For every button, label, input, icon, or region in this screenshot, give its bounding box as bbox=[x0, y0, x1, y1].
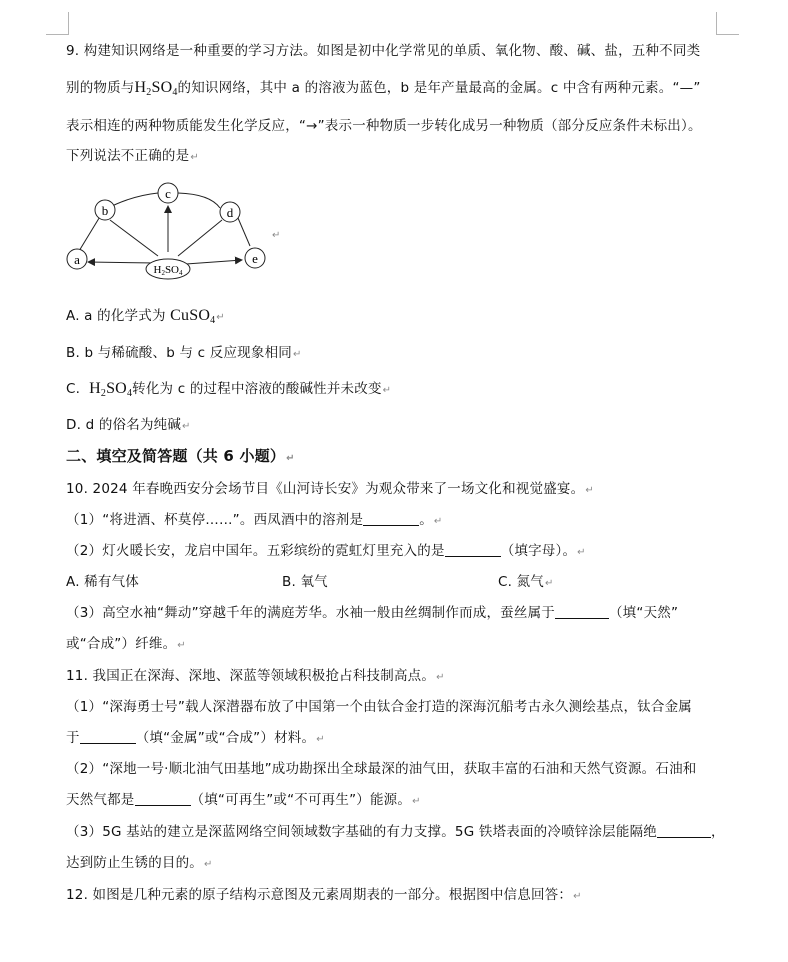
edge-h2so4-d bbox=[178, 220, 222, 256]
q9-line-1: 9. 构建知识网络是一种重要的学习方法。如图是初中化学常见的单质、氧化物、酸、碱、盐，五种不同类 bbox=[66, 43, 701, 59]
q11-part-3-line-2: 达到防止生锈的目的。↵ bbox=[66, 855, 213, 871]
knowledge-network-diagram bbox=[60, 180, 290, 280]
q9-line-4: 下列说法不正确的是↵ bbox=[66, 148, 199, 164]
edge-h2so4-a bbox=[88, 262, 156, 263]
q10-part-3-line-2: 或“合成”）纤维。↵ bbox=[66, 636, 186, 652]
choice-b: B. 氧气 bbox=[282, 574, 328, 590]
crop-mark-top-left bbox=[46, 12, 69, 35]
edge-h2so4-b bbox=[110, 220, 158, 256]
q9-line-2: 别的物质与$H_2SO_4$的知识网络，其中 a 的溶液为蓝色，b 是年产量最高的金属。c 中含有两种元素。“—” bbox=[66, 79, 701, 98]
answer-blank-silk-type[interactable] bbox=[555, 604, 609, 619]
q10-stem: 10. 2024 年春晚西安分会场节目《山河诗长安》为观众带来了一场文化和视觉盛宴。↵ bbox=[66, 481, 594, 497]
q10-part-3: （3）高空水袖“舞动”穿越千年的满庭芳华。水袖一般由丝绸制作而成，蚕丝属于 （填“天然” bbox=[66, 605, 679, 621]
node-h2so4-label: H2SO4 bbox=[153, 264, 183, 277]
node-d-label: d bbox=[226, 205, 234, 220]
crop-mark-top-right bbox=[716, 12, 739, 35]
q11-part-2-line-2: 天然气都是 （填“可再生”或“不可再生”）能源。↵ bbox=[66, 792, 421, 808]
answer-blank-material[interactable] bbox=[80, 729, 136, 744]
q11-part-1-line-2: 于 （填“金属”或“合成”）材料。↵ bbox=[66, 730, 325, 746]
q9-option-c: C. $H_2SO_4$转化为 c 的过程中溶液的酸碱性并未改变↵ bbox=[66, 380, 392, 399]
choice-c: C. 氮气↵ bbox=[498, 574, 554, 590]
q10-choices bbox=[66, 572, 766, 592]
svg-text:↵: ↵ bbox=[272, 230, 281, 241]
node-e-label: e bbox=[252, 251, 258, 266]
h2so4-formula: $H_2SO_4$ bbox=[134, 79, 178, 98]
q11-stem: 11. 我国正在深海、深地、深蓝等领域积极抢占科技制高点。↵ bbox=[66, 668, 445, 684]
q10-part-2: （2）灯火暖长安，龙启中国年。五彩缤纷的霓虹灯里充入的是 （填字母）。↵ bbox=[66, 543, 586, 559]
q11-part-2: （2）“深地一号·顺北油气田基地”成功勘探出全球最深的油气田，获取丰富的石油和天然气资源。石油和 bbox=[66, 761, 697, 777]
q9-option-b: B. b 与稀硫酸、b 与 c 反应现象相同↵ bbox=[66, 345, 302, 361]
answer-blank-energy[interactable] bbox=[135, 791, 191, 806]
q12-stem: 12. 如图是几种元素的原子结构示意图及元素周期表的一部分。根据图中信息回答：↵ bbox=[66, 887, 582, 903]
section-2-heading: 二、填空及简答题（共 6 小题）↵ bbox=[66, 447, 295, 465]
q9-option-a: A. a 的化学式为 CuSO$_4$↵ bbox=[66, 307, 225, 326]
answer-blank-coating[interactable] bbox=[657, 823, 711, 838]
q9-option-d: D. d 的俗名为纯碱↵ bbox=[66, 417, 191, 433]
answer-blank-solvent[interactable] bbox=[363, 511, 419, 526]
node-b-label: b bbox=[101, 203, 109, 218]
edge-c-d bbox=[178, 193, 220, 208]
edge-d-e bbox=[238, 218, 250, 246]
q11-part-1: （1）“深海勇士号”载人深潜器布放了中国第一个由钛合金打造的深海沉船考古永久测绘基点，钛合金属 bbox=[66, 699, 692, 715]
answer-blank-neon-gas[interactable] bbox=[445, 542, 501, 557]
q11-part-3: （3）5G 基站的建立是深蓝网络空间领域数字基础的有力支撑。5G 铁塔表面的冷喷锌涂层能隔绝 ， bbox=[66, 824, 725, 840]
q9-line-3: 表示相连的两种物质能发生化学反应，“→”表示一种物质一步转化成另一种物质（部分反应条件未标出）。 bbox=[66, 118, 702, 134]
choice-a: A. 稀有气体 bbox=[66, 574, 139, 590]
q10-part-1: （1）“将进酒、杯莫停……”。西凤酒中的溶剂是 。↵ bbox=[66, 512, 443, 528]
edge-h2so4-e bbox=[186, 260, 242, 264]
node-a-label: a bbox=[74, 252, 80, 267]
node-c-label: c bbox=[165, 186, 171, 201]
